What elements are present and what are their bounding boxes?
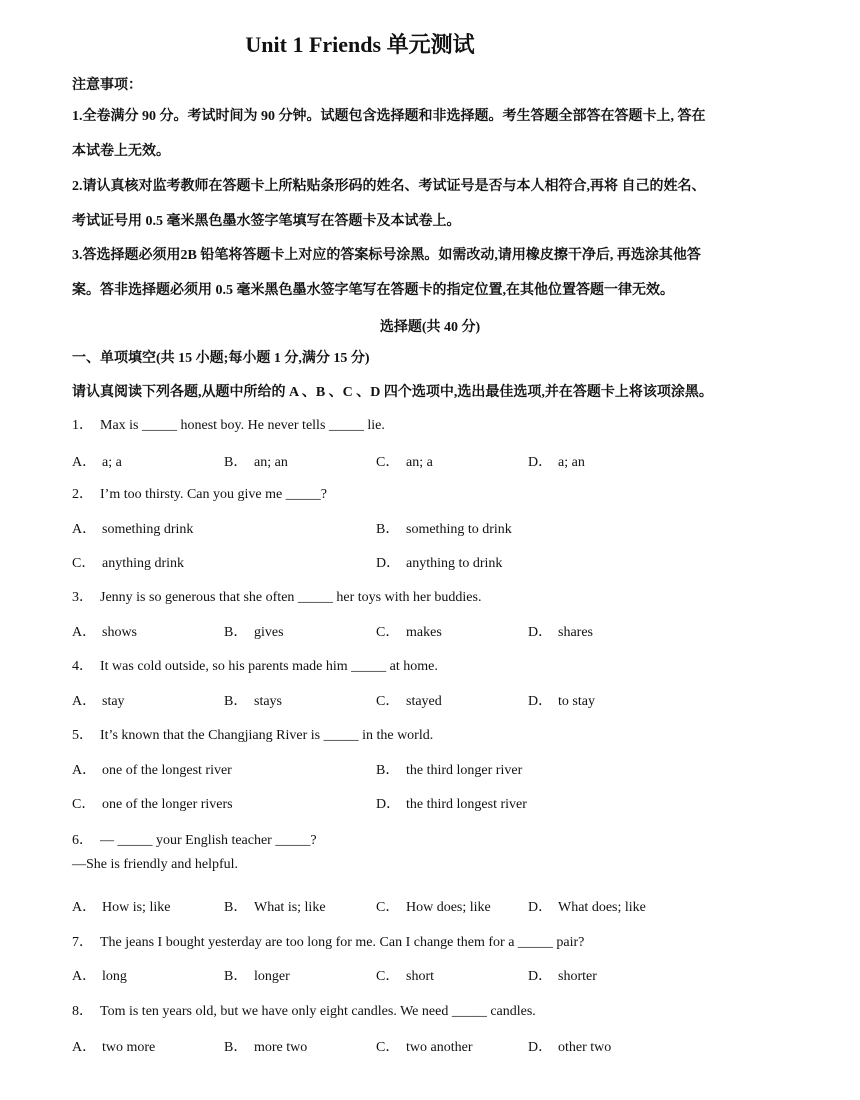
option-5a[interactable]: A． one of the longest river xyxy=(72,763,232,778)
option-7a[interactable]: A． long xyxy=(72,969,127,984)
option-6b[interactable]: B． What is; like xyxy=(224,900,326,915)
option-3b[interactable]: B． gives xyxy=(224,625,284,640)
option-8d[interactable]: D． other two xyxy=(528,1040,612,1055)
option-8a[interactable]: A． two more xyxy=(72,1040,156,1055)
question-1 xyxy=(72,414,385,434)
instructions: 请认真阅读下列各题,从题中所给的 A 、B 、C 、D 四个选项中,选出最佳选项,并在答题卡上将该项涂黑。 xyxy=(72,385,713,400)
part-heading: 一、单项填空(共 15 小题;每小题 1 分,满分 15 分) xyxy=(72,351,370,366)
question-number: 1． xyxy=(72,418,93,433)
option-6a[interactable]: A． How is; like xyxy=(72,900,171,915)
option-4b[interactable]: B． stays xyxy=(224,694,282,709)
option-6d[interactable]: D． What does; like xyxy=(528,900,646,915)
question-text: Max is _____ honest boy. He never tells _____ lie. xyxy=(100,418,385,433)
note-1-line-1: 1.全卷满分 90 分。考试时间为 90 分钟。试题包含选择题和非选择题。考生答题全部答在答题卡上, 答在 xyxy=(72,109,706,124)
note-3-line-1: 3.答选择题必须用2B 铅笔将答题卡上对应的答案标号涂黑。如需改动,请用橡皮擦干净后, 再选涂其他答 xyxy=(72,248,701,263)
question-6-response: —She is friendly and helpful. xyxy=(72,857,239,872)
option-6c[interactable]: C． How does; like xyxy=(376,900,491,915)
option-7c[interactable]: C． short xyxy=(376,969,434,984)
note-2-line-1: 2.请认真核对监考教师在答题卡上所粘贴条形码的姓名、考试证号是否与本人相符合,再将 自己的姓名、 xyxy=(72,179,706,194)
question-4: 4． It was cold outside, so his parents made him _____ at home. xyxy=(72,659,438,674)
option-2c[interactable]: C． anything drink xyxy=(72,556,185,571)
section-heading: 选择题(共 40 分) xyxy=(379,320,481,335)
question-7: 7． The jeans I bought yesterday are too long for me. Can I change them for a _____ pair? xyxy=(72,935,585,950)
notes-heading: 注意事项： xyxy=(72,78,142,93)
option-4a[interactable]: A． stay xyxy=(72,694,125,709)
question-5: 5． It’s known that the Changjiang River is _____ in the world. xyxy=(72,728,434,743)
option-2b[interactable]: B． something to drink xyxy=(376,522,512,537)
option-5b[interactable]: B． the third longer river xyxy=(376,763,523,778)
option-2d[interactable]: D． anything to drink xyxy=(376,556,503,571)
option-5c[interactable]: C． one of the longer rivers xyxy=(72,797,233,812)
page-title: Unit 1 Friends 单元测试 xyxy=(245,32,475,57)
option-4c[interactable]: C． stayed xyxy=(376,694,442,709)
option-7d[interactable]: D． shorter xyxy=(528,969,597,984)
option-1a[interactable]: A． a; a xyxy=(72,455,122,470)
note-2-line-2: 考试证号用 0.5 毫米黑色墨水签字笔填写在答题卡及本试卷上。 xyxy=(72,214,461,229)
option-1c[interactable]: C． an; a xyxy=(376,455,433,470)
note-1-line-2: 本试卷上无效。 xyxy=(72,144,170,159)
option-3a[interactable]: A． shows xyxy=(72,625,138,640)
option-1d[interactable]: D． a; an xyxy=(528,455,585,470)
question-8: 8． Tom is ten years old, but we have only eight candles. We need _____ candles. xyxy=(72,1004,536,1019)
option-8c[interactable]: C． two another xyxy=(376,1040,473,1055)
option-2a[interactable]: A． something drink xyxy=(72,522,194,537)
option-3d[interactable]: D． shares xyxy=(528,625,593,640)
option-7b[interactable]: B． longer xyxy=(224,969,290,984)
question-2: 2． I’m too thirsty. Can you give me _____? xyxy=(72,487,327,502)
option-4d[interactable]: D． to stay xyxy=(528,694,595,709)
note-3-line-2: 案。答非选择题必须用 0.5 毫米黑色墨水签字笔写在答题卡的指定位置,在其他位置答题一律无效。 xyxy=(72,283,674,298)
option-3c[interactable]: C． makes xyxy=(376,625,442,640)
option-5d[interactable]: D． the third longest river xyxy=(376,797,527,812)
option-8b[interactable]: B． more two xyxy=(224,1040,308,1055)
option-1b[interactable]: B． an; an xyxy=(224,455,288,470)
question-3: 3． Jenny is so generous that she often _____ her toys with her buddies. xyxy=(72,590,482,605)
question-6: 6． — _____ your English teacher _____? xyxy=(72,833,317,848)
